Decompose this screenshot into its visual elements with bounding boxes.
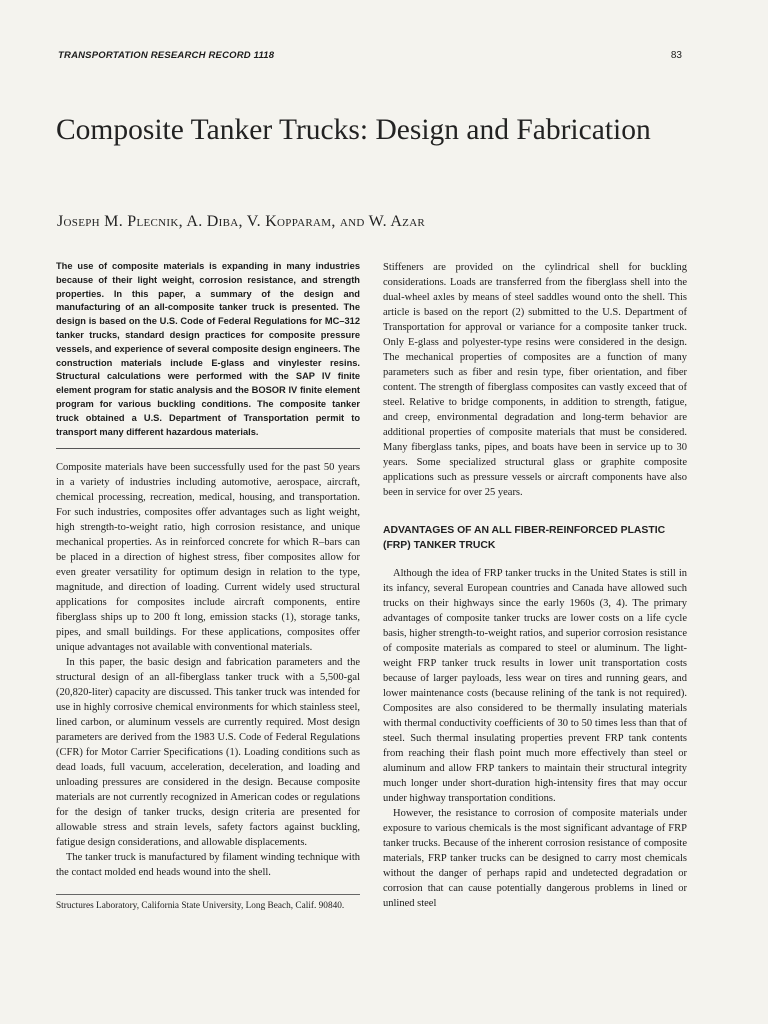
abstract: The use of composite materials is expanding in many industries because of their light weight, corrosion resistance, and strength properties. In this paper, a summary of the design and manufacturing of an all-composite tanker truck is presented. The design is based on the U.S. Code of Federal Regulations for MC–312 tanker trucks, standard design practices for composite pressure vessels, and experience of several composite design engineers. The construction materials include E-glass and vinylester resins. Structural calculations were performed with the SAP IV finite element program for static analysis and the BOSOR IV finite element program for various buckling conditions. The composite tanker truck obtained a U.S. Department of Transportation permit to transport many different hazardous materials. [56, 260, 360, 449]
intro-paragraph-2: In this paper, the basic design and fabrication parameters and the structural design of an all-fiberglass tanker truck with a 5,500-gal (20,820-liter) capacity are discussed. This tanker truck was intended for use in highly corrosive chemical environments for which stainless steel, lined carbon, or aluminum vessels are currently required. Most design parameters are derived from the 1983 U.S. Code of Federal Regulations (CFR) for Motor Carrier Specifications (1). Loading conditions such as dead loads, full vacuum, acceleration, deceleration, and loading and unloading pressures are considered in the design. Because composite materials are not currently recognized in American codes or regulations for the design of tanker trucks, design criteria are presented for allowable stress and strain levels, safety factors against buckling, fatigue design considerations, and allowable displacements. [56, 657, 360, 849]
article-title: Composite Tanker Trucks: Design and Fabrication [56, 114, 651, 146]
right-column [383, 260, 687, 911]
intro-continued-paragraph: Stiffeners are provided on the cylindrical shell for buckling considerations. Loads are transferred from the fiberglass shell into the dual-wheel axles by means of steel saddles wound onto the shell. This article is based on the report (2) submitted to the U.S. Department of Transportation for approval or variance for a composite tanker truck. Only E-glass and polyester-type resins were considered in the design. The mechanical properties of composites are a function of many parameters such as fiber and resin type, fiber orientation, and fiber content. The strength of fiberglass composites can vastly exceed that of steel. Relative to bridge components, in addition to strength, fatigue, and creep, environmental degradation and long-term behavior are additional properties of composite materials that must be considered. Many fiberglass tanks, pipes, and boats have been in service up to 30 years. Some specialized structural glass or graphite composite applications such as pressure vessels or aircraft components have also been in service for over 25 years. [383, 262, 687, 498]
intro-paragraph-3: The tanker truck is manufactured by filament winding technique with the contact molded end heads wound into the shell. [56, 852, 360, 879]
left-column [56, 260, 360, 913]
intro-paragraph-1: Composite materials have been successfully used for the past 50 years in a variety of industries including automotive, aerospace, aircraft, chemical processing, recreation, medical, housing, and transportation. For such industries, composites offer advantages such as light weight, high strength-to-weight ratio, high corrosion resistance, and unique mechanical properties. As in reinforced concrete for which R–bars can be placed in a direction of highest stress, fiber composites allow for even greater versatility for optimum design in relation to the type, magnitude, and direction of loading. Current widely used structural applications for composites include aircraft components, entire fiberglass ships up to 200 ft long, emission stacks (1), storage tanks, pipes, and small buildings. For these applications, composites offer unique advantages not available with conventional materials. [56, 462, 360, 654]
journal-running-head: TRANSPORTATION RESEARCH RECORD 1118 [58, 50, 275, 61]
page-number: 83 [670, 50, 682, 61]
author-affiliation-footnote: Structures Laboratory, California State University, Long Beach, Calif. 90840. [56, 894, 360, 913]
author-list: Joseph M. Plecnik, A. Diba, V. Kopparam, and W. Azar [57, 213, 426, 230]
advantages-paragraph-1: Although the idea of FRP tanker trucks in the United States is still in its infancy, several European countries and Canada have allowed such trucks on their highways since the early 1960s (3, 4). The primary advantages of composite tanker trucks are lower costs on a life cycle basis, higher strength-to-weight ratios, and superior corrosion resistance of composite materials as compared to steel or aluminum. The light-weight FRP tanker truck results in lower unit transportation costs because of larger payloads, less wear on tires and running gears, and lower maintenance costs (because relining of the tank is not required). Composites are also considered to be thermally insulating materials with thermal conductivity coefficients of 30 to 50 times less than that of steel. Such thermal insulating properties prevent FRP tank contents from reaching their flash point much more effectively than steel or aluminum and allow FRP tankers to maintain their structural integrity much longer under short-duration high-intensity fires that may occur under highway transportation conditions. [383, 568, 687, 804]
section-heading-advantages: ADVANTAGES OF AN ALL FIBER-REINFORCED PLASTIC (FRP) TANKER TRUCK [383, 525, 666, 551]
advantages-paragraph-2: However, the resistance to corrosion of composite materials under exposure to various chemicals is the most significant advantage of FRP tanker trucks. Because of the inherent corrosion resistance of composite materials, FRP tanker trucks can be designed to carry most chemicals without the danger of perhaps rapid and undetected degradation or corrosion that can cause potentially dangerous problems in lined or unlined steel [383, 808, 687, 909]
